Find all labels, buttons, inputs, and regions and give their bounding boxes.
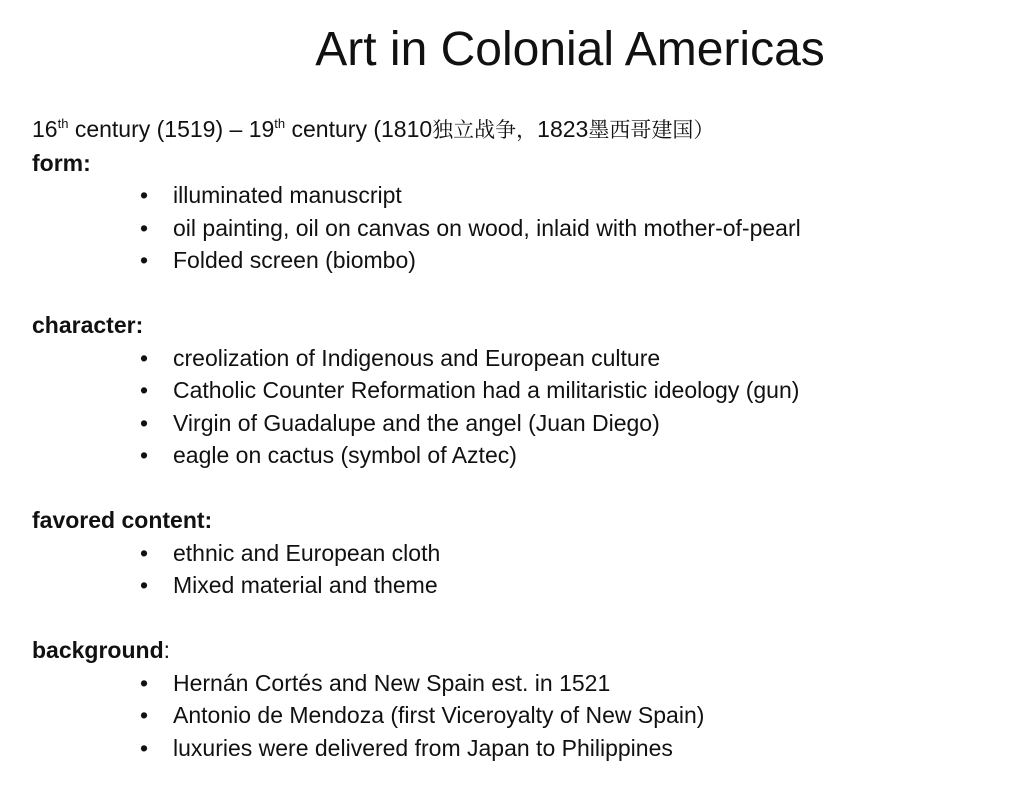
section-background (32, 634, 1012, 764)
list-item-text: luxuries were delivered from Japan to Philippines (173, 734, 673, 761)
bullet-icon: • (140, 409, 149, 436)
list-item-text: illuminated manuscript (173, 182, 402, 208)
list-item-text: Catholic Counter Reformation had a militaristic ideology (gun) (173, 377, 800, 403)
list-item (140, 439, 1012, 472)
spacer (32, 277, 1012, 310)
list-item-text: Hernán Cortés and New Spain est. in 1521 (173, 669, 611, 696)
bullet-icon: • (140, 734, 149, 761)
list-item-text: Folded screen (biombo) (173, 247, 416, 273)
list-item (140, 667, 1012, 700)
list-item-text: Mixed material and theme (173, 572, 438, 598)
section-heading-tail: : (163, 637, 171, 663)
bullet-list (32, 179, 1012, 277)
section-heading (32, 309, 1012, 342)
list-item (140, 569, 1012, 602)
slide-body (32, 113, 1012, 764)
list-item-text: eagle on cactus (symbol of Aztec) (173, 442, 517, 468)
date-cjk-founding: 墨西哥建国） (588, 118, 715, 142)
spacer (32, 472, 1012, 505)
date-year-1823: 1823 (537, 116, 589, 142)
list-item-text: ethnic and European cloth (173, 539, 441, 566)
section-character (32, 309, 1012, 472)
list-item (140, 374, 1012, 407)
bullet-icon: • (140, 247, 149, 273)
section-heading (32, 504, 1012, 537)
bullet-list (32, 667, 1012, 765)
section-heading-text: favored content: (32, 507, 213, 533)
date-end-suffix: th (274, 116, 286, 131)
list-item (140, 537, 1012, 570)
bullet-icon: • (140, 344, 149, 371)
section-favored-content (32, 504, 1012, 602)
bullet-list (32, 537, 1012, 602)
date-start-number: 16 (32, 116, 58, 142)
bullet-icon: • (140, 572, 149, 598)
list-item (140, 244, 1012, 277)
list-item (140, 212, 1012, 245)
bullet-icon: • (140, 214, 149, 241)
list-item (140, 342, 1012, 375)
spacer (32, 602, 1012, 635)
section-heading-text: form: (32, 149, 91, 176)
bullet-list (32, 342, 1012, 472)
list-item-text: Antonio de Mendoza (first Viceroyalty of New Spain) (173, 702, 705, 728)
bullet-icon: • (140, 182, 149, 208)
list-item (140, 732, 1012, 765)
date-range-line (32, 113, 1012, 147)
bullet-icon: • (140, 702, 149, 728)
bullet-icon: • (140, 377, 149, 403)
list-item-text: Virgin of Guadalupe and the angel (Juan Diego) (173, 409, 660, 436)
bullet-icon: • (140, 669, 149, 696)
date-start-rest: century (1519) – 19 (68, 116, 275, 142)
list-item (140, 699, 1012, 732)
date-start-suffix: th (57, 116, 69, 131)
date-cjk-comma: ， (516, 118, 538, 142)
date-cjk-independence: 独立战争 (432, 118, 517, 142)
list-item-text: creolization of Indigenous and European culture (173, 344, 661, 371)
slide-title: Art in Colonial Americas (315, 23, 825, 76)
list-item (140, 179, 1012, 212)
section-heading-text: character: (32, 312, 144, 338)
section-form (32, 147, 1012, 277)
bullet-icon: • (140, 442, 149, 468)
date-end-rest: century (1810 (285, 116, 433, 142)
list-item (140, 407, 1012, 440)
section-heading (32, 147, 1012, 180)
list-item-text: oil painting, oil on canvas on wood, inlaid with mother-of-pearl (173, 214, 801, 241)
bullet-icon: • (140, 539, 149, 566)
section-heading-text: background (32, 637, 164, 663)
section-heading (32, 634, 1012, 667)
